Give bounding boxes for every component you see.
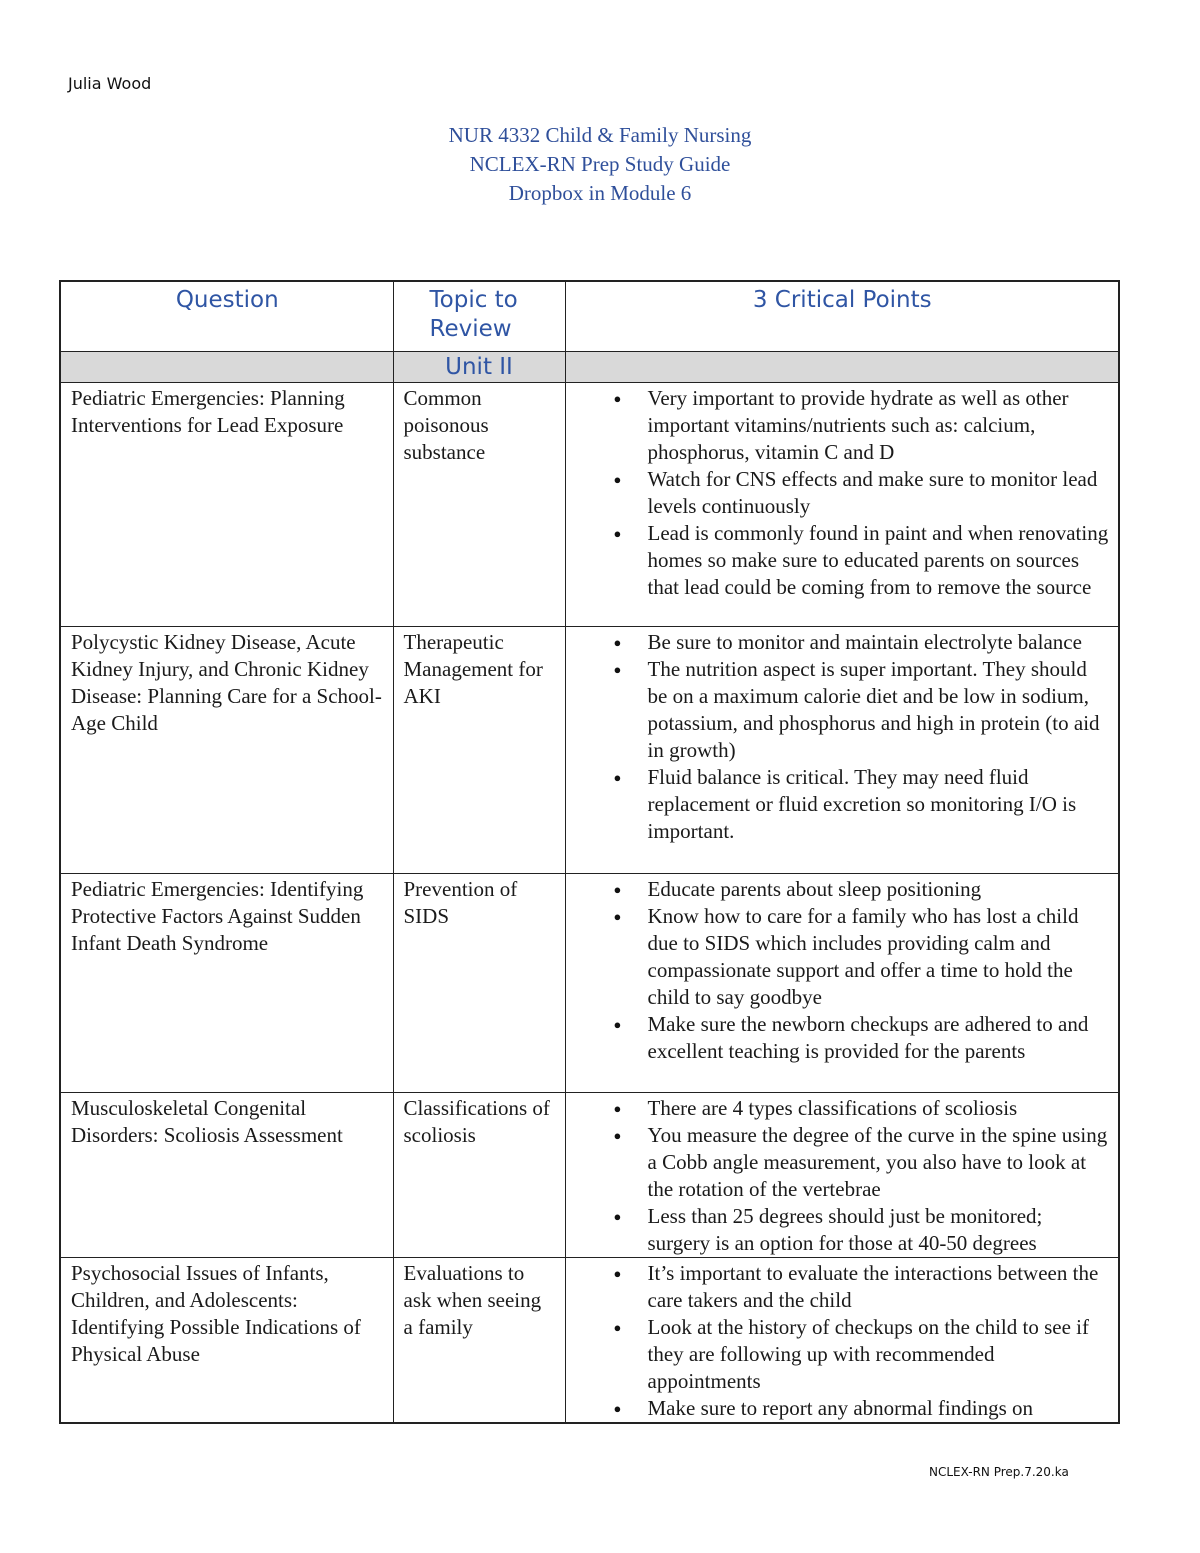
course-title: NUR 4332 Child & Family Nursing: [448, 123, 752, 147]
topic-cell: Prevention of SIDS: [393, 874, 565, 1093]
unit-spacer: [565, 352, 1119, 383]
unit-label: Unit II: [393, 352, 565, 383]
table-header-row: [60, 281, 1119, 352]
critical-point: ● Know how to care for a family who has lost a child due to SIDS which includes providing calm and compassionate support and offer a time to hold the child to say goodbye: [648, 903, 1110, 1011]
question-cell: Psychosocial Issues of Infants, Children, and Adolescents: Identifying Possible Indications of Physical Abuse: [60, 1258, 393, 1424]
question-cell: Musculoskeletal Congenital Disorders: Scoliosis Assessment: [60, 1093, 393, 1258]
critical-point: ● The nutrition aspect is super important. They should be on a maximum calorie diet and be low in sodium, potassium, and phosphorus and high in protein (to aid in growth): [648, 656, 1110, 764]
critical-point: ● You measure the degree of the curve in the spine using a Cobb angle measurement, you also have to look at the rotation of the vertebrae: [648, 1122, 1110, 1203]
topic-cell: Evaluations to ask when seeing a family: [393, 1258, 565, 1424]
points-cell: [565, 627, 1119, 874]
table-row: [60, 1093, 1119, 1258]
header-topic: Topic to Review: [393, 281, 565, 352]
header-points: 3 Critical Points: [565, 281, 1119, 352]
table-row: [60, 383, 1119, 627]
document-title: [0, 121, 1200, 208]
critical-point: ● Make sure to report any abnormal findings on: [648, 1395, 1110, 1422]
dropbox-title: Dropbox in Module 6: [508, 181, 692, 205]
critical-point: ● Fluid balance is critical. They may need fluid replacement or fluid excretion so monitoring I/O is important.: [648, 764, 1110, 845]
critical-point: ● Be sure to monitor and maintain electrolyte balance: [648, 629, 1110, 656]
unit-spacer: [60, 352, 393, 383]
table-row: [60, 627, 1119, 874]
table-row: [60, 874, 1119, 1093]
critical-point: ● Less than 25 degrees should just be monitored; surgery is an option for those at 40-50 degrees: [648, 1203, 1110, 1257]
author-name: Julia Wood: [68, 74, 152, 93]
points-cell: [565, 874, 1119, 1093]
critical-point: ● There are 4 types classifications of scoliosis: [648, 1095, 1110, 1122]
points-cell: [565, 1093, 1119, 1258]
page-footer: NCLEX-RN Prep.7.20.ka: [929, 1465, 1069, 1479]
study-guide-table: [59, 280, 1120, 1424]
critical-point: ● Lead is commonly found in paint and when renovating homes so make sure to educated parents on sources that lead could be coming from to remove the source: [648, 520, 1110, 601]
question-cell: Polycystic Kidney Disease, Acute Kidney Injury, and Chronic Kidney Disease: Planning Care for a School-Age Child: [60, 627, 393, 874]
critical-point: ● Make sure the newborn checkups are adhered to and excellent teaching is provided for the parents: [648, 1011, 1110, 1065]
topic-cell: Therapeutic Management for AKI: [393, 627, 565, 874]
table-row: [60, 1258, 1119, 1424]
points-cell: [565, 383, 1119, 627]
question-cell: Pediatric Emergencies: Planning Interventions for Lead Exposure: [60, 383, 393, 627]
critical-point: ● Look at the history of checkups on the child to see if they are following up with recommended appointments: [648, 1314, 1110, 1395]
question-cell: Pediatric Emergencies: Identifying Protective Factors Against Sudden Infant Death Syndrome: [60, 874, 393, 1093]
critical-point: ● Very important to provide hydrate as well as other important vitamins/nutrients such as: calcium, phosphorus, vitamin C and D: [648, 385, 1110, 466]
topic-cell: Common poisonous substance: [393, 383, 565, 627]
unit-row: [60, 352, 1119, 383]
topic-cell: Classifications of scoliosis: [393, 1093, 565, 1258]
critical-point: ● Watch for CNS effects and make sure to monitor lead levels continuously: [648, 466, 1110, 520]
critical-point: ● Educate parents about sleep positioning: [648, 876, 1110, 903]
points-cell: [565, 1258, 1119, 1424]
guide-title: NCLEX-RN Prep Study Guide: [469, 152, 731, 176]
critical-point: ● It’s important to evaluate the interactions between the care takers and the child: [648, 1260, 1110, 1314]
header-question: Question: [60, 281, 393, 352]
